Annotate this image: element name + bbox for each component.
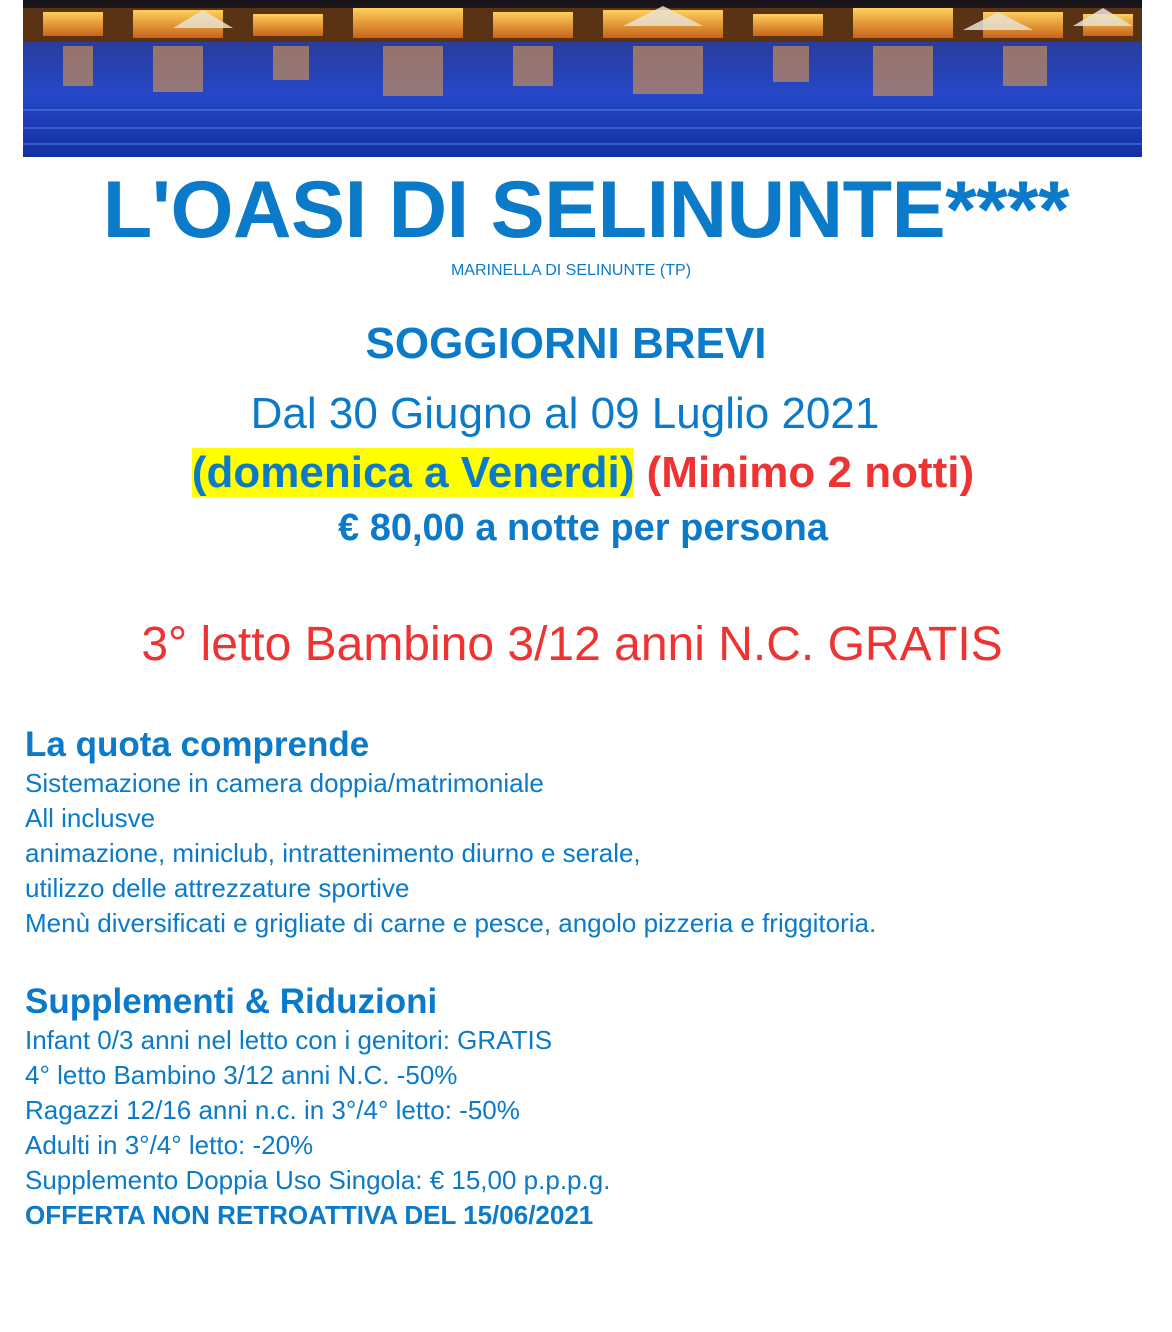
includes-item: Menù diversificati e grigliate di carne e pesce, angolo pizzeria e friggitoria. [25, 908, 877, 938]
supplements-heading: Supplementi & Riduzioni [25, 982, 438, 1021]
offer-days: (domenica a Venerdi) [191, 448, 635, 497]
includes-item: Sistemazione in camera doppia/matrimoniale [25, 768, 544, 798]
offer-days-row [0, 445, 1166, 501]
offer-minimum-nights: (Minimo 2 notti) [646, 448, 975, 497]
supplements-item: Adulti in 3°/4° letto: -20% [25, 1130, 314, 1160]
includes-item: utilizzo delle attrezzature sportive [25, 873, 410, 903]
includes-item: All inclusve [25, 803, 156, 833]
offer-price: € 80,00 a notte per persona [338, 507, 828, 549]
offer-note: OFFERTA NON RETROATTIVA DEL 15/06/2021 [25, 1200, 594, 1230]
supplements-item: Infant 0/3 anni nel letto con i genitori: GRATIS [25, 1025, 553, 1055]
includes-section [25, 724, 1125, 941]
supplements-item: 4° letto Bambino 3/12 anni N.C. -50% [25, 1060, 458, 1090]
child-free-notice: 3° letto Bambino 3/12 anni N.C. GRATIS [141, 618, 1003, 671]
hero-image [23, 0, 1142, 157]
supplements-item: Ragazzi 12/16 anni n.c. in 3°/4° letto: -50% [25, 1095, 520, 1125]
hotel-location: MARINELLA DI SELINUNTE (TP) [450, 262, 692, 279]
hero-illustration [23, 0, 1142, 157]
supplements-section [25, 981, 1125, 1233]
includes-heading: La quota comprende [25, 725, 370, 764]
offer-dates: Dal 30 Giugno al 09 Luglio 2021 [250, 389, 880, 438]
includes-item: animazione, miniclub, intrattenimento diurno e serale, [25, 838, 641, 868]
supplements-item: Supplemento Doppia Uso Singola: € 15,00 p.p.p.g. [25, 1165, 611, 1195]
hotel-title: L'OASI DI SELINUNTE**** [102, 165, 1070, 255]
offer-heading: SOGGIORNI BREVI [365, 319, 767, 368]
